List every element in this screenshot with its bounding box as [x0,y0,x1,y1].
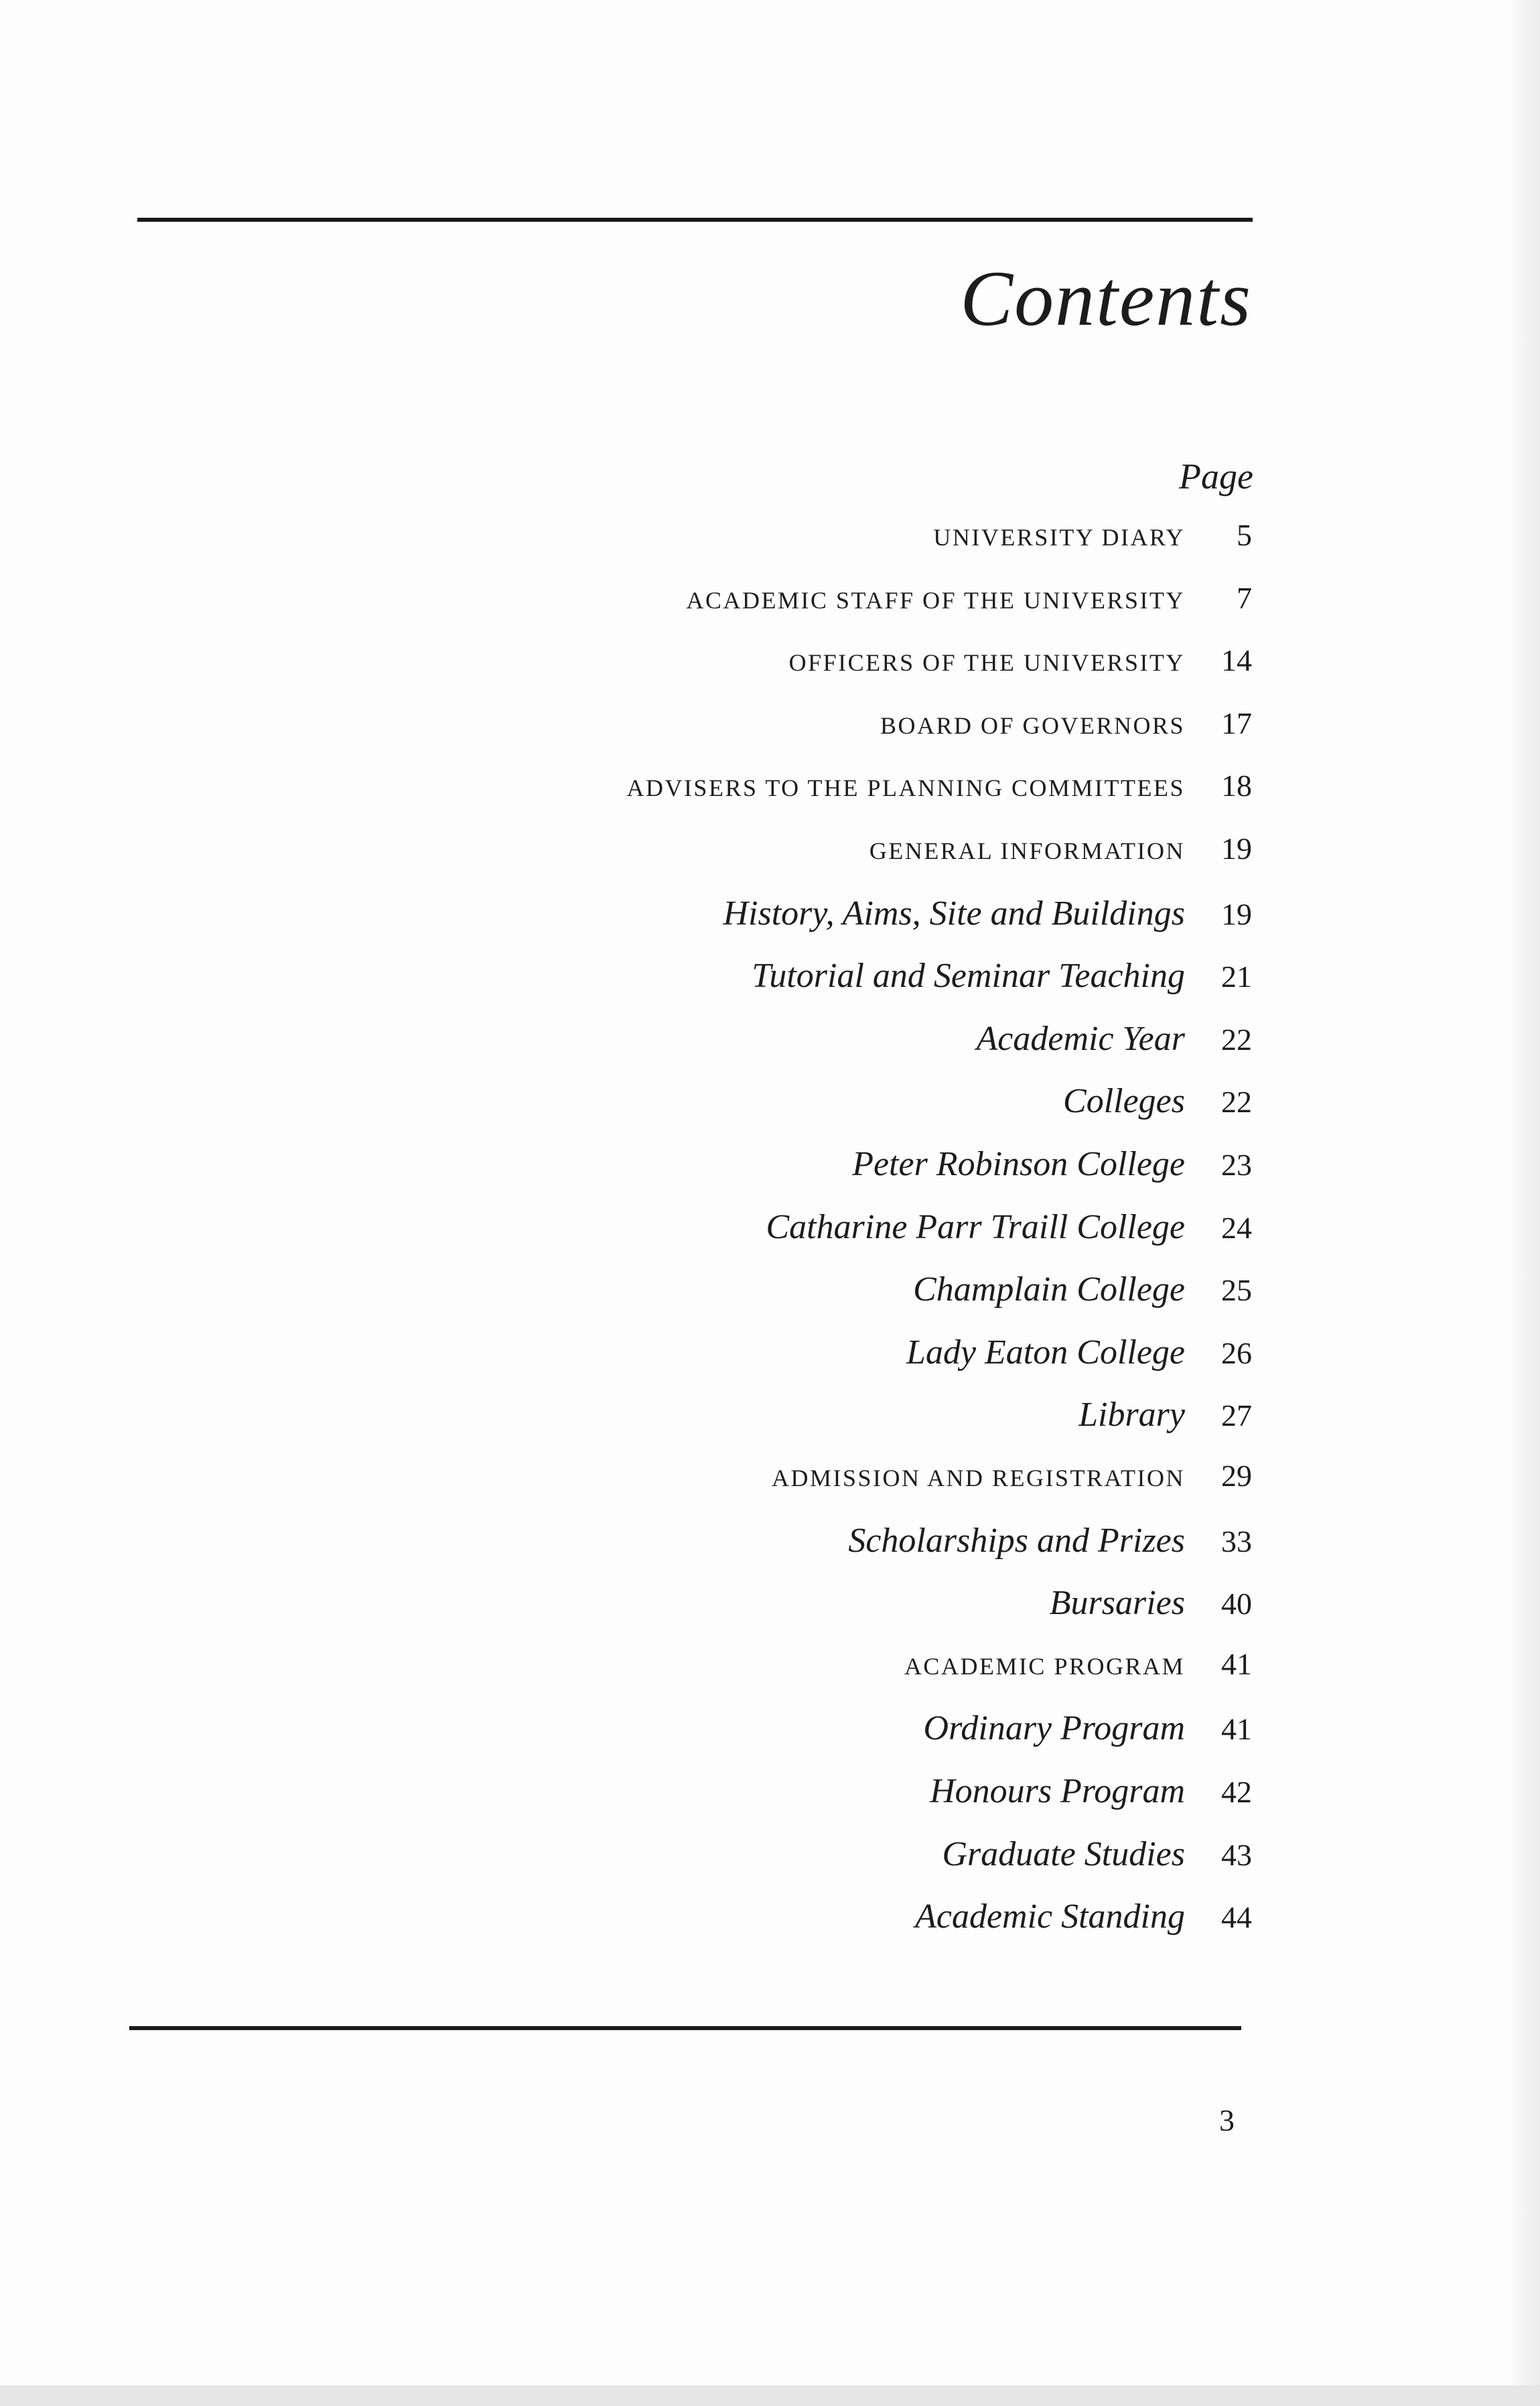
toc-entry-page: 7 [1237,580,1252,615]
toc-entry-page: 26 [1221,1335,1252,1370]
toc-entry-label: OFFICERS OF THE UNIVERSITY [788,649,1185,677]
toc-entry-page: 43 [1221,1837,1252,1872]
toc-entry-page: 19 [1221,831,1252,866]
toc-entry-label: BOARD OF GOVERNORS [880,712,1185,739]
toc-entry-page: 22 [1221,1085,1252,1120]
toc-entry-label: ACADEMIC PROGRAM [904,1652,1185,1680]
toc-entry-label: Library [1078,1396,1185,1434]
toc-entry-page: 27 [1221,1398,1252,1433]
toc-entry [913,1270,1252,1333]
toc-entry-page: 18 [1221,768,1252,803]
toc-entry [1050,1583,1252,1646]
toc-entry [930,1772,1252,1834]
toc-entry-label: ADMISSION AND REGISTRATION [771,1465,1185,1491]
toc-entry-page: 23 [1221,1148,1252,1182]
page-title: Contents [960,255,1252,342]
toc-entry-label: Academic Standing [915,1897,1185,1936]
toc-entry [848,1521,1252,1584]
toc-entry-page: 21 [1221,959,1252,994]
toc-entry-label: Catharine Parr Traill College [766,1207,1185,1246]
page-bottom-edge [0,2385,1540,2406]
toc-entry-label: ADVISERS TO THE PLANNING COMMITTEES [626,775,1185,802]
page-edge-shadow [1507,0,1540,2406]
toc-entry-label: Scholarships and Prizes [848,1521,1185,1560]
toc-entry-page: 44 [1221,1900,1252,1935]
toc-entry-label: Champlain College [913,1270,1185,1309]
toc-entry-page: 19 [1221,896,1252,931]
toc-entry-label: Graduate Studies [942,1834,1185,1873]
toc-entry-page: 22 [1221,1022,1252,1057]
top-rule [137,218,1253,222]
toc-entry-page: 41 [1221,1646,1252,1681]
toc-entry-page: 33 [1221,1524,1252,1558]
toc-entry-label: Bursaries [1049,1584,1185,1623]
toc-entry-label: Lady Eaton College [906,1333,1185,1372]
toc-entry [915,1897,1252,1960]
toc-entry [1078,1395,1252,1458]
toc-entry-label: GENERAL INFORMATION [869,838,1185,864]
toc-entry-label: History, Aims, Site and Buildings [723,894,1185,933]
bottom-rule [129,2026,1241,2030]
toc-entry-page: 42 [1221,1775,1252,1809]
toc-entry-page: 41 [1221,1712,1252,1747]
page-number: 3 [1219,2103,1235,2137]
toc-entry [852,1144,1252,1207]
toc-entry-label: Ordinary Program [923,1709,1185,1748]
toc-entry [906,1333,1252,1396]
toc-entry-label: ACADEMIC STAFF OF THE UNIVERSITY [686,586,1185,614]
toc-entry-label: Honours Program [930,1772,1185,1810]
toc-entry-page: 29 [1221,1459,1252,1493]
toc-entry-label: UNIVERSITY DIARY [933,524,1185,551]
toc-entry-label: Academic Year [976,1019,1185,1058]
toc-entry-page: 40 [1221,1587,1252,1621]
toc-entry-page: 17 [1221,706,1252,740]
toc-entry-label: Tutorial and Seminar Teaching [752,957,1185,996]
toc-entry-page: 24 [1221,1210,1252,1245]
toc-entry-page: 25 [1221,1273,1252,1308]
toc-entry [686,580,1252,643]
toc-entry [904,1646,1252,1709]
toc-entry [789,643,1252,706]
toc-entry-label: Peter Robinson College [852,1145,1185,1183]
toc-entry-label: Colleges [1063,1082,1185,1121]
toc-entry [869,831,1252,894]
toc-entry [772,1458,1252,1521]
toc-entry-page: 14 [1221,643,1252,678]
toc-entry [977,1019,1252,1082]
toc-entry [766,1207,1253,1270]
toc-entry-page: 5 [1237,518,1252,552]
toc-entry [933,517,1252,580]
toc-entry [752,956,1252,1019]
toc-entry [924,1709,1252,1772]
toc-entry [1063,1081,1252,1144]
toc-entry [723,894,1252,957]
toc-entry [880,706,1252,768]
toc-entry [626,768,1252,831]
toc-entry [942,1834,1252,1897]
page-column-header: Page [1179,456,1253,496]
